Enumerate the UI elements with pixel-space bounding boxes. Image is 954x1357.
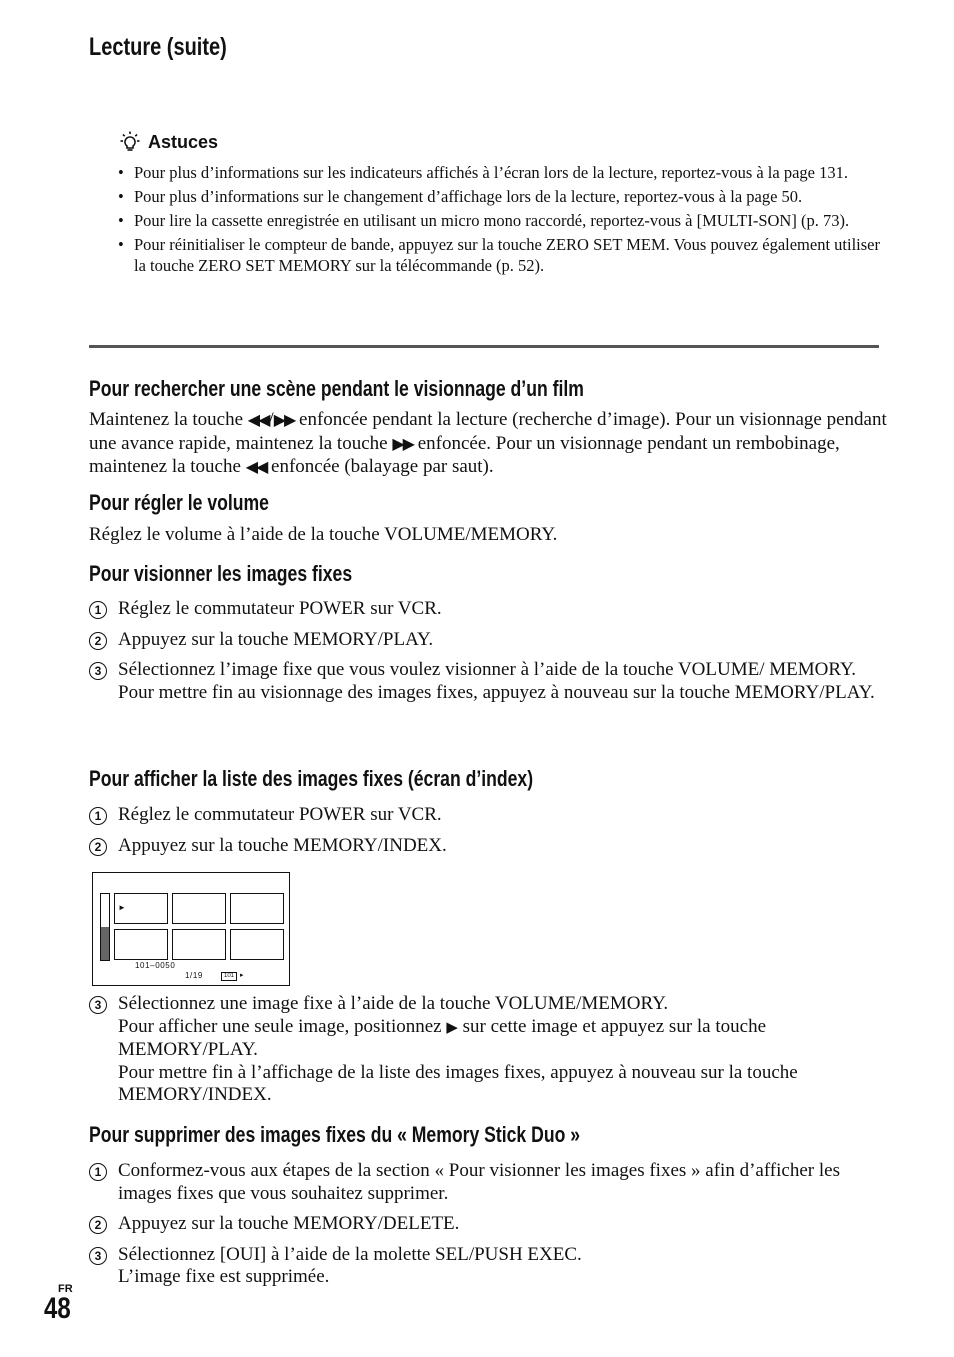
search-text-4: enfoncée. Pour un visionnage pendant un rembobinage, maintenez la touche [89, 432, 840, 478]
astuce-item: • Pour réinitialiser le compteur de bande, appuyez sur la touche ZERO SET MEM. Vous pouvez également utiliser la touche ZERO SET MEMORY sur la télécommande (p. 52). [118, 234, 886, 276]
step-note: Pour mettre fin au visionnage des images fixes, appuyez à nouveau sur la touche MEMORY/PLAY. [118, 681, 875, 703]
step-item [89, 804, 889, 827]
scrollbar-track [100, 893, 110, 961]
thumbnail-cell [172, 929, 226, 960]
step-item [89, 659, 889, 704]
search-text-5: enfoncée (balayage par saut). [271, 456, 494, 478]
page-header: Lecture (suite) [89, 33, 227, 61]
step-item [89, 629, 889, 652]
step-number: 1 [89, 807, 107, 825]
rewind-icon: ◀◀ [247, 412, 269, 429]
search-text-2: / [268, 409, 274, 430]
step-text: Conformez-vous aux étapes de la section « Pour visionner les images fixes » afin d’afficher les images fixes que vous souhaitez supprimer. [118, 1160, 840, 1204]
volume-text: Réglez le volume à l’aide de la touche VOLUME/MEMORY. [89, 524, 558, 545]
astuces-list [118, 162, 886, 279]
step-item [89, 598, 889, 621]
step-note-text: Pour afficher une seule image, positionnez [118, 1015, 442, 1037]
page-number: 48 [44, 1292, 71, 1325]
search-text-1: Maintenez la touche [89, 409, 244, 430]
index-heading: Pour afficher la liste des images fixes (écran d’index) [89, 766, 534, 791]
step-text: Réglez le commutateur POWER sur VCR. [118, 598, 442, 619]
step-text: Sélectionnez une image fixe à l’aide de la touche VOLUME/MEMORY. [118, 993, 669, 1014]
step-item [89, 835, 889, 858]
step-text: Appuyez sur la touche MEMORY/INDEX. [118, 834, 447, 856]
section-divider [89, 345, 879, 348]
thumbnail-cell [114, 929, 168, 960]
step-item [89, 1213, 889, 1236]
index-steps-b [89, 993, 889, 1115]
step-text: Sélectionnez [OUI] à l’aide de la molette SEL/PUSH EXEC. [118, 1243, 582, 1265]
search-paragraph [89, 409, 889, 480]
step-item [89, 1160, 889, 1205]
astuces-title: Astuces [148, 131, 219, 152]
astuce-item: • Pour plus d’informations sur les indicateurs affichés à l’écran lors de la lecture, reportez-vous à la page 131. [118, 162, 886, 183]
index-screen-illustration [92, 872, 290, 986]
search-text-3: enfoncée pendant la lecture (recherche d’image). Pour un visionnage pendant une avance rapide, maintenez la touche [89, 409, 887, 454]
step-note: Pour mettre fin à l’affichage de la liste des images fixes, appuyez à nouveau sur la touche MEMORY/INDEX. [118, 1061, 798, 1106]
astuce-item: • Pour lire la cassette enregistrée en utilisant un micro mono raccordé, reportez-vous à [MULTI-SON] (p. 73). [118, 210, 886, 231]
language-code: FR [58, 1283, 73, 1295]
step-text: Appuyez sur la touche MEMORY/PLAY. [118, 628, 434, 650]
thumbnail-cell [172, 893, 226, 924]
delete-heading: Pour supprimer des images fixes du « Memory Stick Duo » [89, 1122, 580, 1147]
step-number: 2 [89, 838, 107, 856]
step-number: 2 [89, 632, 107, 650]
rewind-icon: ◀◀ [245, 459, 267, 477]
step-note-text: sur cette image et appuyez sur la touche MEMORY/PLAY. [118, 1015, 766, 1061]
still-heading: Pour visionner les images fixes [89, 561, 353, 586]
step-text: Sélectionnez l’image fixe que vous voulez visionner à l’aide de la touche VOLUME/ MEMORY. [118, 659, 857, 681]
image-count: 1/19 [185, 971, 203, 980]
fast-forward-icon: ▶▶ [273, 412, 295, 429]
step-number: 1 [89, 1163, 107, 1181]
index-steps-a [89, 804, 889, 865]
file-number: 101–0050 [135, 961, 176, 970]
step-number: 3 [89, 996, 107, 1014]
thumbnail-cell [230, 929, 284, 960]
play-arrow-icon: ▶ [446, 1019, 458, 1036]
step-text: Appuyez sur la touche MEMORY/DELETE. [118, 1213, 460, 1235]
fast-forward-icon: ▶▶ [392, 435, 413, 453]
step-item [89, 993, 889, 1107]
search-heading: Pour rechercher une scène pendant le visionnage d’un film [89, 376, 584, 401]
thumbnail-cell [114, 893, 168, 924]
thumbnail-cell [230, 893, 284, 924]
step-number: 3 [89, 662, 107, 680]
lightbulb-icon [120, 131, 140, 153]
astuce-item: • Pour plus d’informations sur le changement d’affichage lors de la lecture, reportez-vous à la page 50. [118, 186, 886, 207]
step-number: 1 [89, 601, 107, 619]
volume-heading: Pour régler le volume [89, 490, 269, 515]
astuces-heading [120, 131, 218, 153]
scrollbar-thumb [101, 927, 109, 960]
step-text: Réglez le commutateur POWER sur VCR. [118, 804, 442, 825]
delete-steps [89, 1160, 889, 1297]
step-number: 2 [89, 1216, 107, 1234]
folder-badge: 101 [221, 972, 237, 981]
step-number: 3 [89, 1247, 107, 1265]
still-steps [89, 598, 889, 712]
step-item [89, 1244, 889, 1289]
cursor-arrow-icon: ► [118, 903, 126, 912]
step-note [118, 1016, 889, 1062]
next-arrow-icon: ▸ [240, 971, 244, 979]
step-note: L’image fixe est supprimée. [118, 1266, 330, 1288]
